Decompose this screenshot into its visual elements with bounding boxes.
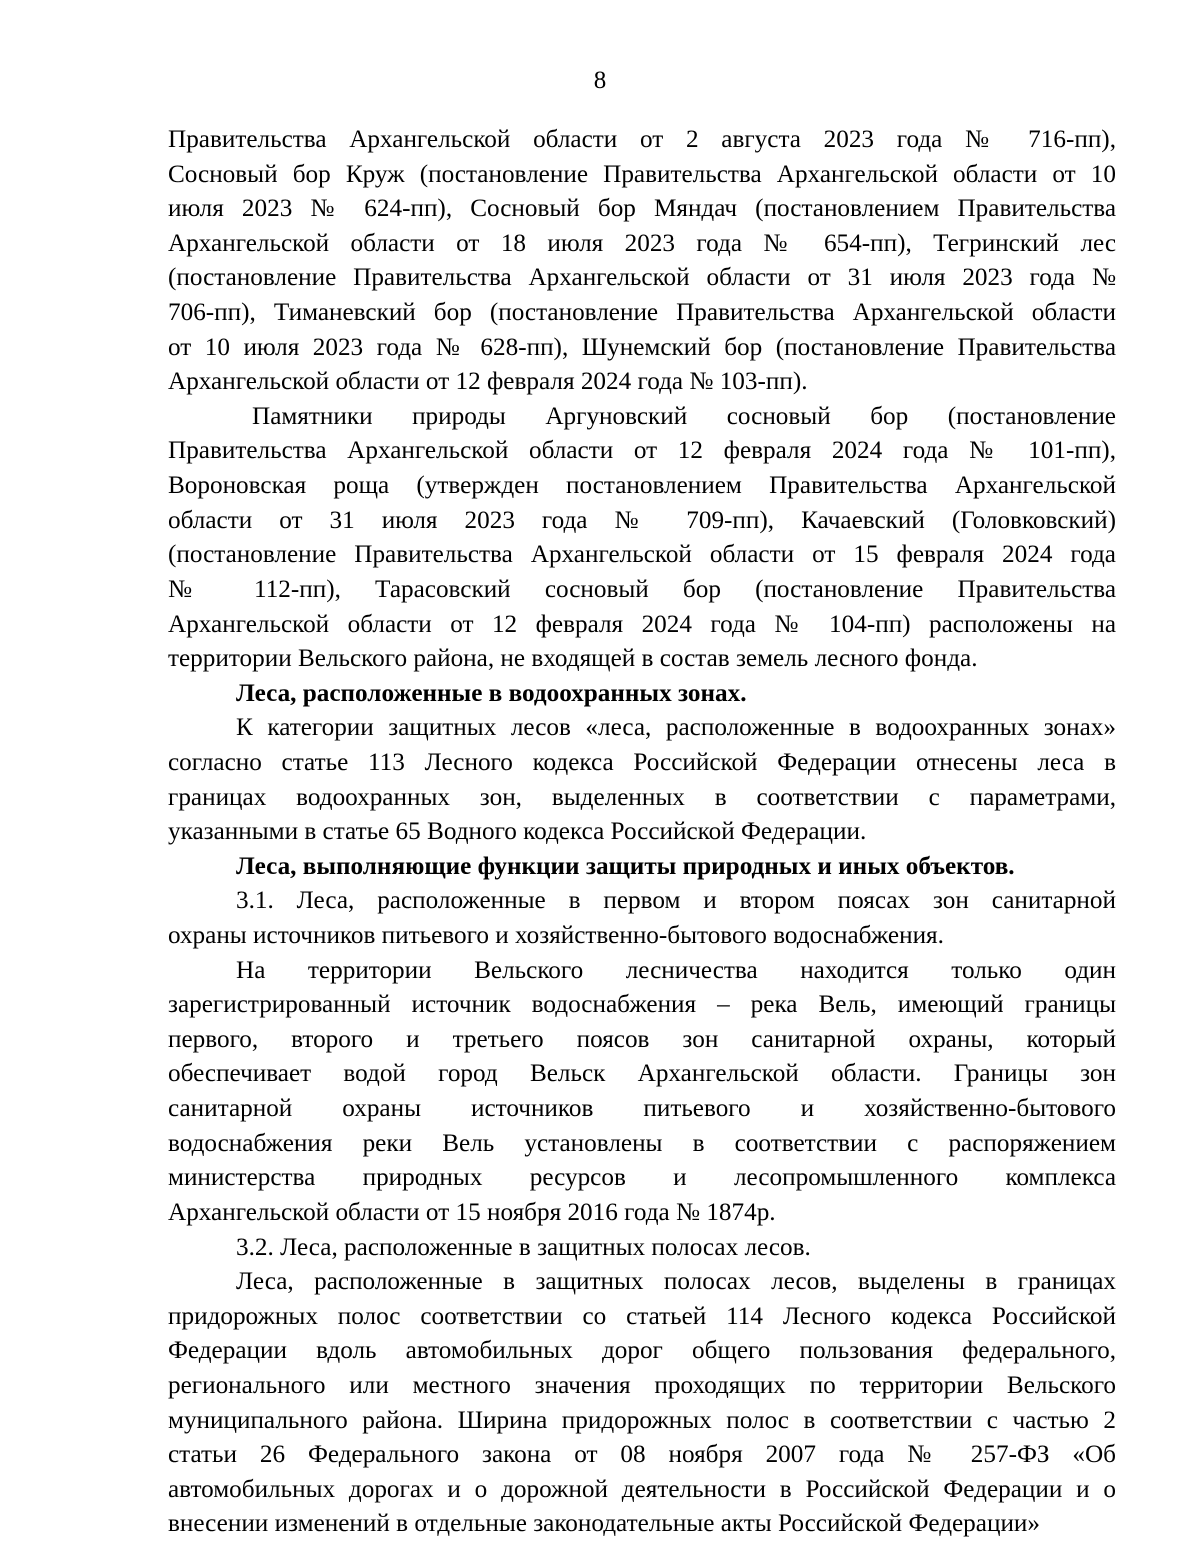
text-line: согласно статье 113 Лесного кодекса Российской Федерации отнесены леса в xyxy=(168,748,1116,776)
text-line: Архангельской области от 12 февраля 2024 года № 103-пп). xyxy=(168,368,808,396)
text-line: Правительства Архангельской области от 2 августа 2023 года № 716-пп), xyxy=(168,126,1116,153)
text-line: № 112-пп), Тарасовский сосновый бор (постановление Правительства xyxy=(168,575,1116,603)
document-body xyxy=(168,123,1116,1542)
text-line: указанными в статье 65 Водного кодекса Российской Федерации. xyxy=(168,818,867,846)
paragraph xyxy=(168,884,1116,953)
text-line: (постановление Правительства Архангельской области от 15 февраля 2024 года xyxy=(168,541,1116,569)
paragraph xyxy=(168,954,1116,1231)
text-line: Леса, расположенные в защитных полосах лесов, выделены в границах xyxy=(236,1268,1116,1296)
text-line: 3.1. Леса, расположенные в первом и втором поясах зон санитарной xyxy=(236,887,1116,915)
paragraph xyxy=(168,711,1116,849)
text-line: от 10 июля 2023 года № 628-пп), Шунемский бор (постановление Правительства xyxy=(168,333,1116,361)
paragraph xyxy=(168,400,1116,677)
paragraph xyxy=(168,1265,1116,1542)
text-line: территории Вельского района, не входящей в состав земель лесного фонда. xyxy=(168,645,978,673)
section-heading xyxy=(168,850,1116,885)
text-line: области от 31 июля 2023 года № 709-пп), Качаевский (Головковский) xyxy=(168,506,1116,534)
text-line: границах водоохранных зон, выделенных в соответствии с параметрами, xyxy=(168,783,1116,811)
text-line: К категории защитных лесов «леса, расположенные в водоохранных зонах» xyxy=(236,714,1116,742)
paragraph xyxy=(168,123,1116,400)
page-number: 8 xyxy=(593,67,607,94)
text-line: Леса, расположенные в водоохранных зонах. xyxy=(236,679,747,707)
text-line: Архангельской области от 18 июля 2023 года № 654-пп), Тегринский лес xyxy=(168,229,1116,257)
text-line: министерства природных ресурсов и лесопромышленного комплекса xyxy=(168,1164,1116,1192)
text-line: Архангельской области от 15 ноября 2016 года № 1874р. xyxy=(168,1198,776,1226)
text-line: Правительства Архангельской области от 12 февраля 2024 года № 101-пп), xyxy=(168,437,1116,465)
text-line: На территории Вельского лесничества находится только один xyxy=(236,956,1116,984)
text-line: 3.2. Леса, расположенные в защитных полосах лесов. xyxy=(236,1233,811,1261)
text-line: муниципального района. Ширина придорожных полос в соответствии с частью 2 xyxy=(168,1406,1116,1434)
text-line: Леса, выполняющие функции защиты природных и иных объектов. xyxy=(236,852,1015,880)
text-line: автомобильных дорогах и о дорожной деятельности в Российской Федерации и о xyxy=(168,1475,1116,1503)
text-line: Памятники природы Аргуновский сосновый бор (постановление xyxy=(252,402,1116,430)
text-line: Сосновый бор Круж (постановление Правительства Архангельской области от 10 xyxy=(168,160,1116,188)
text-line: регионального или местного значения проходящих по территории Вельского xyxy=(168,1371,1116,1399)
text-line: (постановление Правительства Архангельской области от 31 июля 2023 года № xyxy=(168,264,1116,292)
text-line: июля 2023 № 624-пп), Сосновый бор Мяндач (постановлением Правительства xyxy=(168,195,1116,223)
text-line: статьи 26 Федерального закона от 08 ноября 2007 года № 257-ФЗ «Об xyxy=(168,1441,1116,1469)
text-line: Вороновская роща (утвержден постановлением Правительства Архангельской xyxy=(168,472,1116,500)
text-line: обеспечивает водой город Вельск Архангельской области. Границы зон xyxy=(168,1060,1116,1088)
text-line: Федерации вдоль автомобильных дорог общего пользования федерального, xyxy=(168,1337,1116,1365)
text-line: первого, второго и третьего поясов зон санитарной охраны, который xyxy=(168,1025,1116,1053)
text-line: охраны источников питьевого и хозяйственно-бытового водоснабжения. xyxy=(168,922,944,950)
section-heading xyxy=(168,677,1116,712)
text-line: 706-пп), Тиманевский бор (постановление Правительства Архангельской области xyxy=(168,299,1116,327)
text-line: зарегистрированный источник водоснабжения – река Вель, имеющий границы xyxy=(168,991,1116,1019)
text-line: внесении изменений в отдельные законодательные акты Российской Федерации» xyxy=(168,1510,1040,1538)
text-line: Архангельской области от 12 февраля 2024 года № 104-пп) расположены на xyxy=(168,610,1116,638)
paragraph xyxy=(168,1231,1116,1266)
text-line: санитарной охраны источников питьевого и хозяйственно-бытового xyxy=(168,1095,1116,1123)
text-line: водоснабжения реки Вель установлены в соответствии с распоряжением xyxy=(168,1129,1116,1157)
text-line: придорожных полос соответствии со статьей 114 Лесного кодекса Российской xyxy=(168,1302,1116,1330)
